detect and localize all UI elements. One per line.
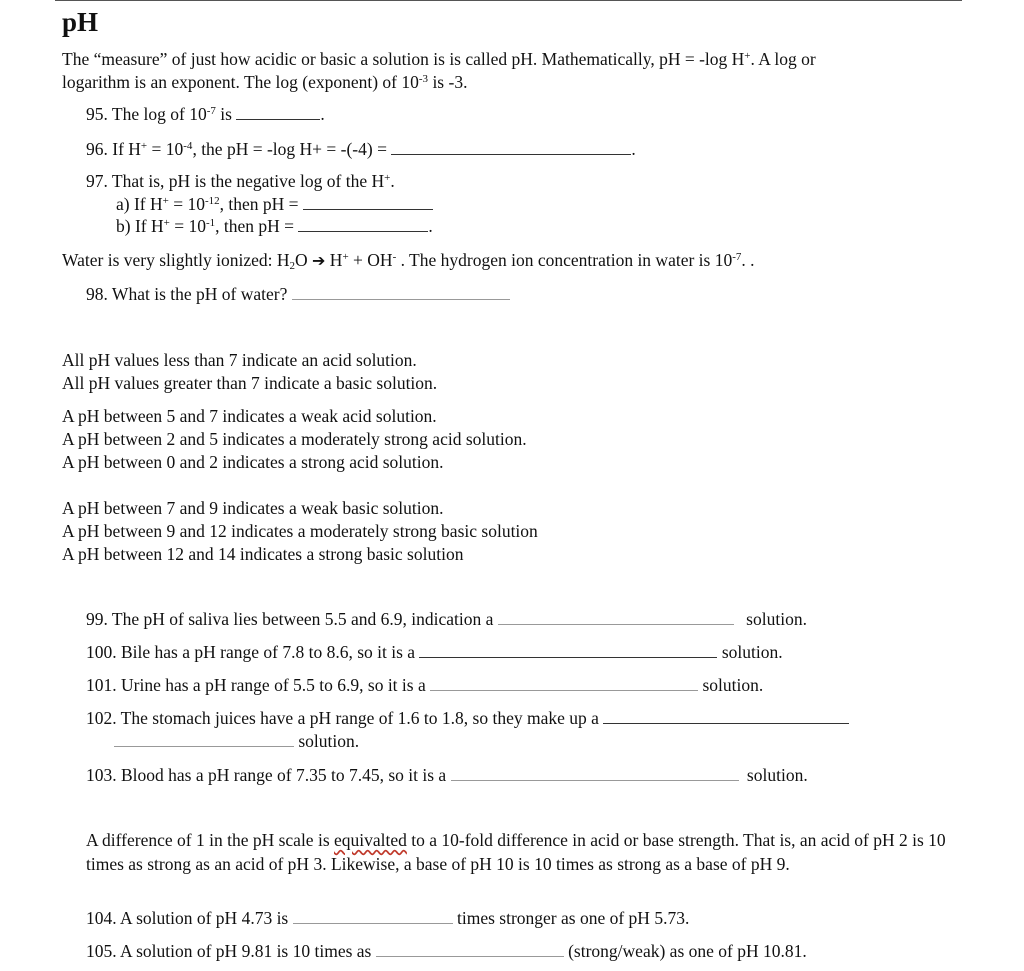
question-105: 105. A solution of pH 9.81 is 10 times as (strong/weak) as one of pH 10.81. bbox=[86, 941, 807, 961]
intro-line-1: The “measure” of just how acidic or basic a solution is is called pH. Mathematically, pH = -log H+. A log or bbox=[62, 49, 816, 69]
answer-blank-95[interactable] bbox=[236, 103, 320, 120]
page-title: pH bbox=[62, 7, 99, 37]
rule-moderate-acid: A pH between 2 and 5 indicates a moderately strong acid solution. bbox=[62, 429, 527, 449]
rule-base-general: All pH values greater than 7 indicate a basic solution. bbox=[62, 373, 438, 393]
rule-weak-acid: A pH between 5 and 7 indicates a weak acid solution. bbox=[62, 406, 437, 426]
answer-blank-103[interactable] bbox=[451, 764, 739, 781]
question-103: 103. Blood has a pH range of 7.35 to 7.45, so it is a solution. bbox=[86, 765, 808, 785]
arrow-right-icon: ➔ bbox=[312, 251, 326, 270]
question-98: 98. What is the pH of water? bbox=[86, 283, 510, 306]
answer-blank-104[interactable] bbox=[293, 907, 453, 924]
answer-blank-102-continued[interactable] bbox=[114, 730, 294, 747]
intro-line-2: logarithm is an exponent. The log (exponent) of $10^{-3}$ is -3. bbox=[62, 72, 468, 92]
question-97b: b) If $H^+ = 10^{-1}$, then pH = . bbox=[116, 216, 433, 236]
rule-strong-acid: A pH between 0 and 2 indicates a strong acid solution. bbox=[62, 452, 444, 472]
top-rule bbox=[55, 0, 962, 1]
question-102-continued: solution. bbox=[114, 730, 359, 753]
question-101: 101. Urine has a pH range of 5.5 to 6.9, so it is a solution. bbox=[86, 675, 764, 695]
rule-weak-base: A pH between 7 and 9 indicates a weak basic solution. bbox=[62, 498, 444, 518]
answer-blank-98[interactable] bbox=[292, 283, 510, 300]
question-97: 97. That is, pH is the negative log of the H+. bbox=[86, 171, 395, 191]
ph-scale-difference-paragraph: A difference of 1 in the pH scale is equivalted to a 10-fold difference in acid or base strength. That is, an acid of pH 2 is 10 times as strong as an acid of pH 3. Likewise, a base of pH 10 is 10 times as strong as a base of pH 9. bbox=[86, 830, 946, 874]
question-97a: a) If $H^+ = 10^{-12}$, then pH = bbox=[116, 193, 433, 216]
answer-blank-101[interactable] bbox=[430, 674, 698, 691]
question-95: 95. The log of $10^{-7}$ is . bbox=[86, 104, 325, 124]
answer-blank-102[interactable] bbox=[603, 707, 849, 724]
water-ionization-text: Water is very slightly ionized: $H_2O$ ➔ H+ + OH- . The hydrogen ion concentration in water is $10^{-7}$. . bbox=[62, 250, 755, 272]
question-99: 99. The pH of saliva lies between 5.5 and 6.9, indication a solution. bbox=[86, 609, 807, 629]
question-96: 96. If $H^+ = 10^{-4}$, the pH = -log H+ = -(-4) = . bbox=[86, 139, 636, 159]
question-100: 100. Bile has a pH range of 7.8 to 8.6, so it is a solution. bbox=[86, 642, 783, 662]
rule-acid-general: All pH values less than 7 indicate an acid solution. bbox=[62, 350, 417, 370]
question-102: 102. The stomach juices have a pH range of 1.6 to 1.8, so they make up a bbox=[86, 707, 849, 730]
answer-blank-97a[interactable] bbox=[303, 193, 433, 210]
answer-blank-96[interactable] bbox=[391, 138, 631, 155]
answer-blank-105[interactable] bbox=[376, 940, 564, 957]
rule-strong-base: A pH between 12 and 14 indicates a strong basic solution bbox=[62, 544, 464, 564]
misspelled-word: equivalted bbox=[334, 830, 407, 850]
answer-blank-99[interactable] bbox=[498, 608, 734, 625]
answer-blank-100[interactable] bbox=[419, 641, 717, 658]
question-104: 104. A solution of pH 4.73 is times stronger as one of pH 5.73. bbox=[86, 908, 690, 928]
answer-blank-97b[interactable] bbox=[298, 215, 428, 232]
rule-moderate-base: A pH between 9 and 12 indicates a moderately strong basic solution bbox=[62, 521, 538, 541]
